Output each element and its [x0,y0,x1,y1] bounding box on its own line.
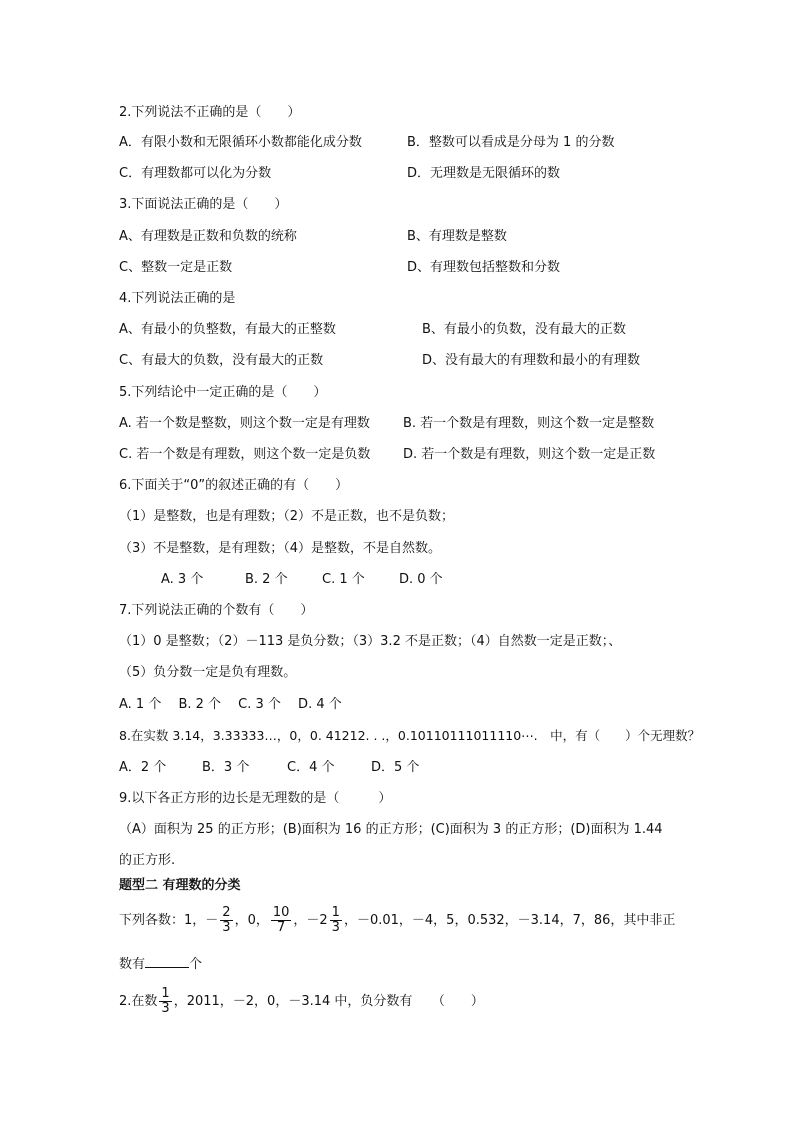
q9-statement-line-2: 的正方形. [119,853,176,868]
answer-blank[interactable] [145,955,189,968]
q3-option-a: A、有理数是正数和负数的统称 [119,229,297,244]
q4-option-c: C、有最大的负数，没有最大的正数 [119,353,324,368]
fraction-denominator: 3 [161,1001,170,1016]
q2-stem: 2.下列说法不正确的是（ ） [119,105,301,120]
q2-option-a: A．有限小数和无限循环小数都能化成分数 [119,135,362,150]
q5-option-a: A. 若一个数是整数，则这个数一定是有理数 [119,416,370,431]
q5-option-c: C. 若一个数是有理数，则这个数一定是负数 [119,447,371,462]
q6-option-d: D. 0 个 [399,572,443,587]
q3-option-d: D、有理数包括整数和分数 [407,260,561,275]
p1-answer-suffix: 个 [189,957,203,972]
fraction-denominator: 7 [276,920,286,935]
fraction-two-thirds [220,906,232,935]
q4-option-b: B、有最小的负数，没有最大的正数 [422,322,626,337]
p1-separator: ，－2 [293,913,328,928]
q9-stem: 9.以下各正方形的边长是无理数的是（ ） [119,791,392,806]
q5-option-b: B. 若一个数是有理数，则这个数一定是整数 [403,416,655,431]
q3-stem: 3.下面说法正确的是（ ） [119,197,288,212]
fraction-denominator: 3 [331,920,340,935]
p1-lead-text: 下列各数：1，－ [119,913,219,928]
q8-option-b: B．3 个 [202,760,250,775]
p2-tail-text: ，2011，－2，0，－3.14 中，负分数有 （ ） [173,994,484,1009]
fraction-numerator: 1 [331,905,340,920]
q6-option-c: C. 1 个 [322,572,365,587]
q5-option-d: D. 若一个数是有理数，则这个数一定是正数 [403,447,656,462]
fraction-one-third [159,987,171,1016]
q3-option-b: B、有理数是整数 [407,229,507,244]
q2-option-c: C．有理数都可以化为分数 [119,166,272,181]
q8-stem: 8.在实数 3.14，3.33333…，0，0. 41212. . .，0.10110111011110⋯. 中，有（ ）个无理数？ [119,728,701,743]
q7-options: A. 1 个 B. 2 个 C. 3 个 D. 4 个 [119,697,342,712]
q2-option-d: D．无理数是无限循环的数 [407,166,561,181]
fraction-numerator: 1 [161,986,170,1001]
fraction-ten-sevenths [271,906,292,935]
fraction-numerator: 10 [272,905,290,920]
q6-statement-line-2: （3）不是整数，是有理数；（4）是整数，不是自然数。 [119,541,442,556]
p1-tail-text: ，－0.01，－4，5，0.532，－3.14，7，86，其中非正 [343,913,676,928]
classification-problem-1-line-2 [119,955,202,974]
fraction-one-third [330,906,342,935]
q5-stem: 5.下列结论中一定正确的是（ ） [119,385,327,400]
p1-separator: ，0， [234,913,269,928]
q8-option-c: C．4 个 [287,760,335,775]
section-heading: 题型二 有理数的分类 [119,878,241,893]
q6-option-b: B. 2 个 [245,572,288,587]
fraction-denominator: 3 [222,920,231,935]
q2-option-b: B．整数可以看成是分母为 1 的分数 [407,135,615,150]
q7-statement-line-1: （1）0 是整数；（2）－113 是负分数；（3）3.2 不是正数；（4）自然数一定是正数；、 [119,634,622,649]
classification-problem-2 [119,984,484,1020]
q9-statement-line-1: （A）面积为 25 的正方形；(B)面积为 16 的正方形；(C)面积为 3 的正方形；(D)面积为 1.44 [119,822,663,837]
q6-statement-line-1: （1）是整数，也是有理数；（2）不是正数，也不是负数； [119,509,455,524]
q4-option-d: D、没有最大的有理数和最小的有理数 [422,353,641,368]
q7-stem: 7.下列说法正确的个数有（ ） [119,603,314,618]
fraction-numerator: 2 [222,905,231,920]
p1-answer-prefix: 数有 [119,957,146,972]
q7-statement-line-2: （5）负分数一定是负有理数。 [119,665,297,680]
q4-option-a: A、有最小的负整数，有最大的正整数 [119,322,336,337]
q8-option-a: A．2 个 [119,760,167,775]
q6-stem: 6.下面关于“0”的叙述正确的有（ ） [119,478,349,493]
q3-option-c: C、整数一定是正数 [119,260,233,275]
q4-stem: 4.下列说法正确的是 [119,291,236,306]
classification-problem-1 [119,903,675,939]
q8-option-d: D．5 个 [371,760,420,775]
p2-lead-text: 2.在数 [119,994,158,1009]
q6-option-a: A. 3 个 [161,572,204,587]
